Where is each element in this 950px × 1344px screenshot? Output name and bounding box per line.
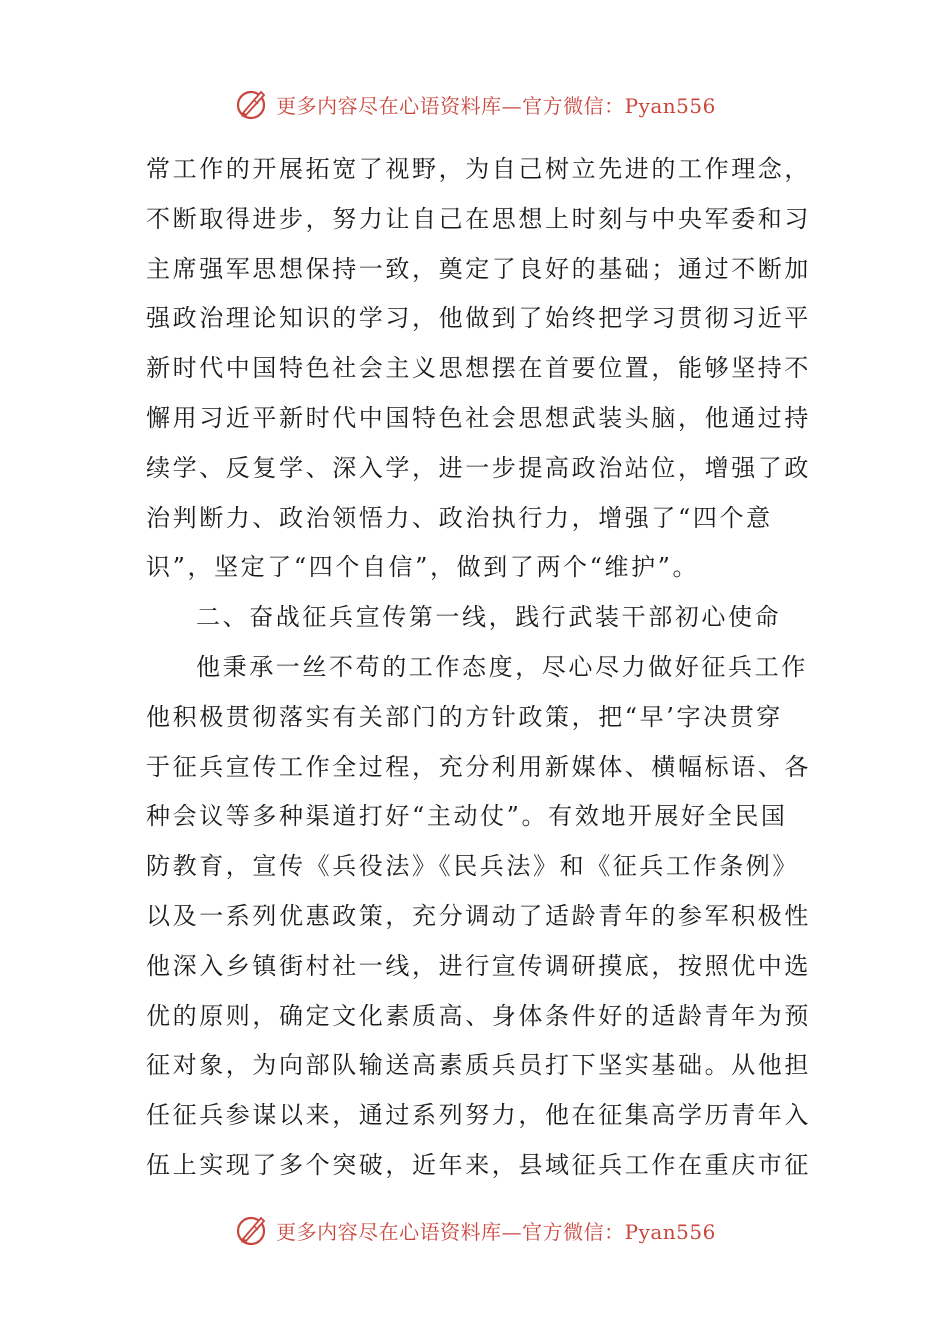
body-line: 防教育，宣传《兵役法》《民兵法》和《征兵工作条例》	[146, 852, 799, 881]
body-line: 主席强军思想保持一致，奠定了良好的基础；通过不断加	[146, 254, 811, 283]
body-line: 伍上实现了多个突破，近年来，县域征兵工作在重庆市征	[146, 1150, 811, 1179]
body-line: 续学、反复学、深入学，进一步提高政治站位，增强了政	[146, 453, 811, 482]
body-line: 他深入乡镇街村社一线，进行宣传调研摸底，按照优中选	[146, 951, 811, 980]
body-line: 他积极贯彻落实有关部门的方针政策，把“早’字决贯穿	[146, 702, 783, 731]
body-line: 常工作的开展拓宽了视野，为自己树立先进的工作理念，	[146, 155, 811, 183]
quill-pen-logo-icon	[234, 1212, 270, 1248]
body-line: 征对象，为向部队输送高素质兵员打下坚实基础。从他担	[146, 1051, 811, 1080]
section-heading: 二、奋战征兵宣传第一线，践行武装干部初心使命	[196, 603, 782, 632]
body-line: 种会议等多种渠道打好“主动仗”。有效地开展好全民国	[146, 802, 788, 831]
body-line: 不断取得进步，努力让自己在思想上时刻与中央军委和习	[146, 204, 811, 233]
quill-pen-logo-icon	[234, 86, 270, 122]
footer-watermark-banner	[0, 1208, 950, 1252]
body-line: 任征兵参谋以来，通过系列努力，他在征集高学历青年入	[146, 1101, 811, 1130]
header-watermark-banner	[0, 82, 950, 126]
document-body	[146, 145, 811, 1191]
body-line: 治判断力、政治领悟力、政治执行力，增强了“四个意	[146, 503, 773, 532]
body-line: 以及一系列优惠政策，充分调动了适龄青年的参军积极性	[146, 901, 811, 930]
watermark-text: 更多内容尽在心语资料库—官方微信：Pyan556	[276, 93, 716, 118]
body-line: 识”，坚定了“四个自信”，做到了两个“维护”。	[146, 553, 700, 582]
body-line: 他秉承一丝不苟的工作态度，尽心尽力做好征兵工作	[196, 652, 808, 681]
body-line: 新时代中国特色社会主义思想摆在首要位置，能够坚持不	[146, 354, 811, 383]
body-line: 懈用习近平新时代中国特色社会思想武装头脑，他通过持	[146, 403, 811, 432]
body-line: 优的原则，确定文化素质高、身体条件好的适龄青年为预	[146, 1001, 811, 1030]
body-line: 强政治理论知识的学习，他做到了始终把学习贯彻习近平	[146, 304, 811, 333]
body-line: 于征兵宣传工作全过程，充分利用新媒体、横幅标语、各	[146, 752, 811, 781]
watermark-text: 更多内容尽在心语资料库—官方微信：Pyan556	[276, 1219, 716, 1244]
